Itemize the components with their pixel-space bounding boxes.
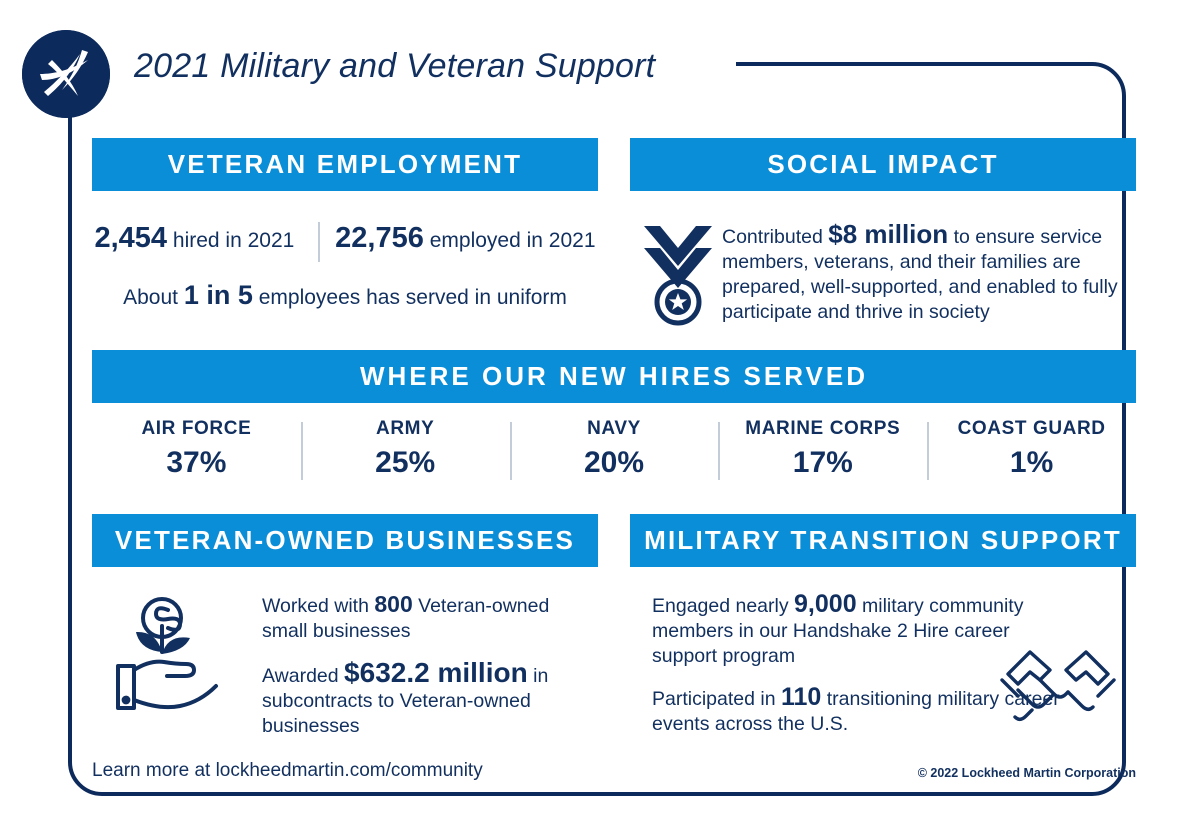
social-impact-text — [722, 219, 1134, 325]
hired-label: hired in 2021 — [172, 229, 295, 252]
vob-line1-prefix: Worked with — [262, 595, 369, 617]
military-medal-icon — [640, 222, 716, 326]
branch-value: 20% — [583, 446, 645, 479]
branch-item — [927, 418, 1136, 496]
ratio-prefix: About — [123, 286, 178, 309]
section-header-military-transition-support — [630, 514, 1136, 567]
veteran-employment-stats-row — [92, 222, 598, 255]
vob-line2-prefix: Awarded — [262, 665, 339, 687]
mts-line2-prefix: Participated in — [652, 688, 776, 710]
ratio-value: 1 in 5 — [183, 280, 253, 310]
employed-count: 22,756 — [335, 222, 424, 254]
branch-name: MARINE CORPS — [745, 418, 901, 439]
branch-name: COAST GUARD — [957, 418, 1106, 439]
learn-more-text: Learn more at lockheedmartin.com/community — [92, 760, 483, 781]
vob-line2-suffix: in subcontracts to Veteran-owned businesses — [262, 665, 549, 737]
mts-line2-suffix: transitioning military career events across the U.S. — [652, 688, 1060, 735]
veteran-employment-ratio-row — [92, 280, 598, 311]
vob-paragraph-1 — [262, 592, 598, 644]
social-impact-prefix: Contributed — [722, 226, 823, 248]
branch-name: AIR FORCE — [141, 418, 252, 439]
ratio-suffix: employees has served in uniform — [258, 286, 567, 309]
branch-item — [92, 418, 301, 496]
vob-paragraph-2 — [262, 657, 598, 739]
mts-line1-suffix: military community members in our Handshake 2 Hire career support program — [652, 595, 1024, 667]
stats-divider — [318, 222, 320, 262]
vob-line1-suffix: Veteran-owned small businesses — [262, 595, 550, 642]
mts-line1-value: 9,000 — [794, 590, 857, 618]
handshake-icon — [1000, 640, 1116, 740]
vob-line2-value: $632.2 million — [344, 657, 528, 688]
section-header-veteran-owned-businesses — [92, 514, 598, 567]
branch-name: NAVY — [587, 418, 641, 439]
lockheed-martin-star-logo-icon — [22, 30, 110, 118]
mts-line1-prefix: Engaged nearly — [652, 595, 789, 617]
where-served-heading: WHERE OUR NEW HIRES SERVED — [359, 361, 868, 391]
branch-item — [510, 418, 719, 496]
hired-count: 2,454 — [94, 222, 168, 254]
military-transition-support-heading: MILITARY TRANSITION SUPPORT — [644, 525, 1122, 555]
social-impact-heading: SOCIAL IMPACT — [767, 149, 999, 179]
branch-item — [301, 418, 510, 496]
social-impact-amount: $8 million — [828, 219, 949, 249]
branch-breakdown-row — [92, 418, 1136, 496]
branch-item — [718, 418, 927, 496]
hand-with-money-plant-icon — [112, 592, 242, 717]
branch-value: 37% — [166, 446, 227, 479]
section-header-veteran-employment — [92, 138, 598, 191]
page-title: 2021 Military and Veteran Support — [134, 47, 656, 85]
social-impact-suffix: to ensure service members, veterans, and their families are prepared, well-supported, and enabled to fully participate and thrive in society — [722, 226, 1118, 323]
branch-value: 17% — [792, 446, 853, 479]
veteran-owned-businesses-heading: VETERAN-OWNED BUSINESSES — [114, 525, 576, 555]
copyright-text: © 2022 Lockheed Martin Corporation — [917, 766, 1136, 780]
branch-value: 25% — [375, 446, 436, 479]
section-header-social-impact — [630, 138, 1136, 191]
branch-name: ARMY — [376, 418, 435, 439]
branch-value: 1% — [1009, 446, 1054, 479]
mts-line2-value: 110 — [781, 683, 822, 711]
veteran-owned-businesses-text — [262, 592, 598, 739]
employed-label: employed in 2021 — [429, 229, 596, 252]
veteran-employment-heading: VETERAN EMPLOYMENT — [167, 149, 523, 179]
section-header-where-served — [92, 350, 1136, 403]
vob-line1-value: 800 — [374, 591, 413, 617]
